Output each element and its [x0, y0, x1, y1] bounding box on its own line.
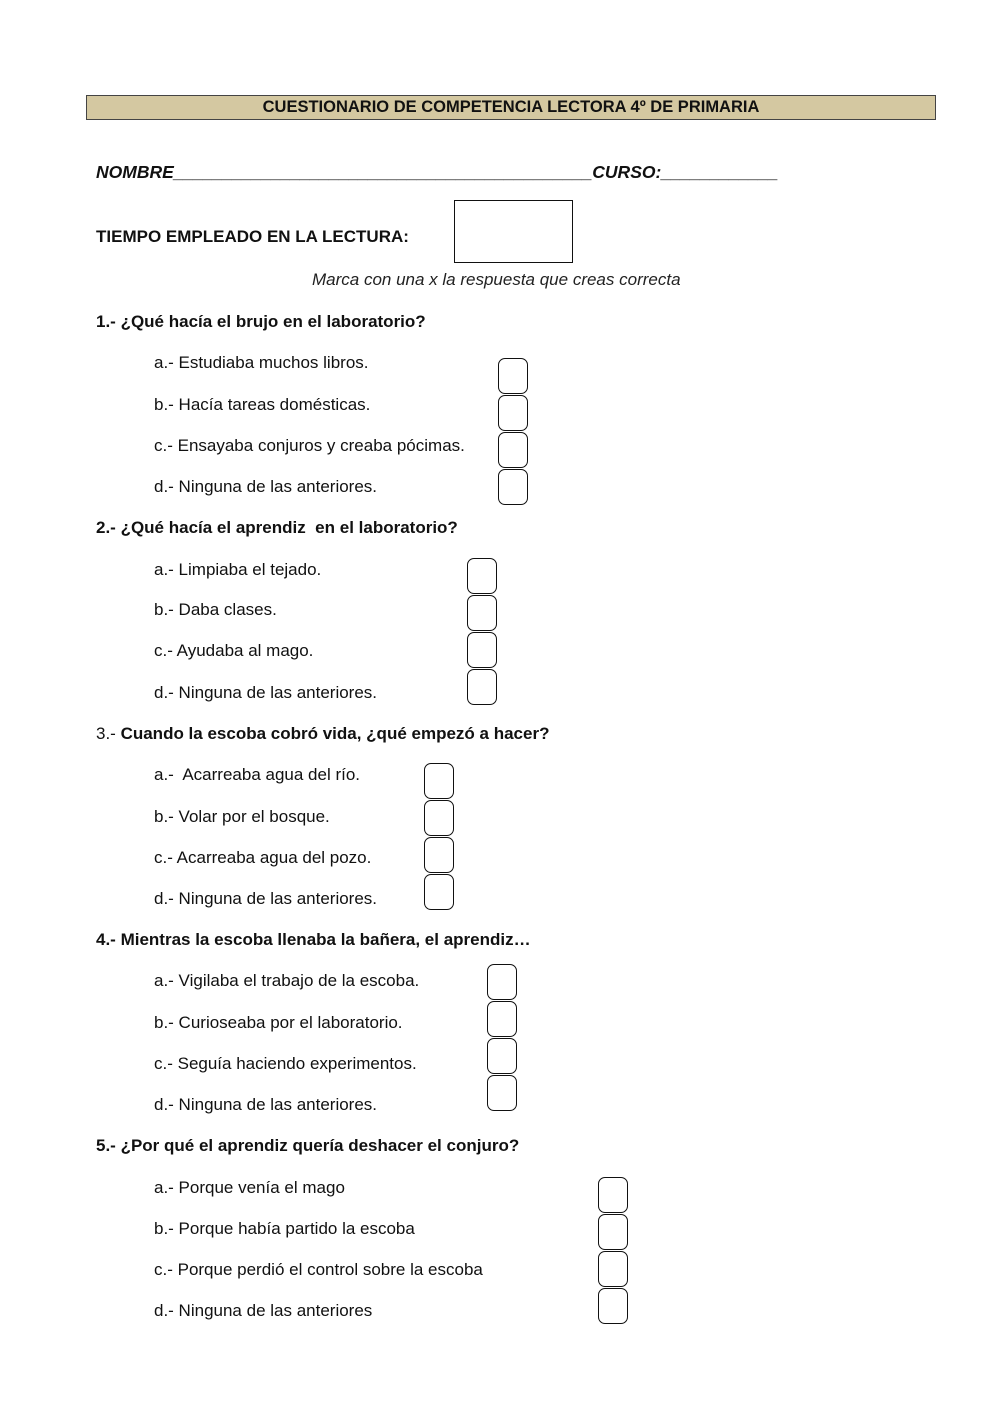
q3-option-b: b.- Volar por el bosque.: [154, 807, 330, 826]
q5-checkbox-d[interactable]: [598, 1288, 628, 1324]
q5-checkbox-a[interactable]: [598, 1177, 628, 1213]
question-number: 5.-: [96, 1136, 121, 1155]
q4-checkbox-c[interactable]: [487, 1038, 517, 1074]
name-course-line[interactable]: NOMBRE___________________________________________CURSO:____________: [96, 162, 779, 182]
q3-option-d: d.- Ninguna de las anteriores.: [154, 889, 378, 908]
question-number: 1.-: [96, 312, 121, 331]
q5-option-c: c.- Porque perdió el control sobre la escoba: [154, 1260, 483, 1279]
q1-option-c: c.- Ensayaba conjuros y creaba pócimas.: [154, 436, 465, 455]
q1-checkbox-c[interactable]: [498, 432, 528, 468]
instruction-text: Marca con una x la respuesta que creas correcta: [312, 270, 681, 289]
q3-checkbox-b[interactable]: [424, 800, 454, 836]
q3-checkbox-c[interactable]: [424, 837, 454, 873]
q3-checkbox-a[interactable]: [424, 763, 454, 799]
question-5: [96, 1136, 519, 1156]
q1-checkbox-b[interactable]: [498, 395, 528, 431]
question-text: ¿Qué hacía el brujo en el laboratorio?: [120, 312, 426, 331]
q1-checkbox-d[interactable]: [498, 469, 528, 505]
q1-checkbox-a[interactable]: [498, 358, 528, 394]
q2-checkbox-a[interactable]: [467, 558, 497, 594]
question-number: 4.-: [96, 930, 121, 949]
q5-option-a: a.- Porque venía el mago: [154, 1178, 345, 1197]
question-text: Mientras la escoba llenaba la bañera, el aprendiz…: [120, 930, 531, 949]
worksheet-title: CUESTIONARIO DE COMPETENCIA LECTORA 4º DE PRIMARIA: [86, 95, 936, 120]
q5-checkbox-b[interactable]: [598, 1214, 628, 1250]
q5-option-d: d.- Ninguna de las anteriores: [154, 1301, 373, 1320]
q2-option-c: c.- Ayudaba al mago.: [154, 641, 314, 660]
q2-option-a: a.- Limpiaba el tejado.: [154, 560, 322, 579]
q3-option-a: a.- Acarreaba agua del río.: [154, 765, 361, 784]
question-number: 3.-: [96, 724, 121, 743]
q4-checkbox-b[interactable]: [487, 1001, 517, 1037]
q1-option-b: b.- Hacía tareas domésticas.: [154, 395, 371, 414]
q4-option-c: c.- Seguía haciendo experimentos.: [154, 1054, 417, 1073]
question-4: [96, 930, 531, 950]
q2-checkbox-d[interactable]: [467, 669, 497, 705]
q5-option-b: b.- Porque había partido la escoba: [154, 1219, 415, 1238]
q4-option-d: d.- Ninguna de las anteriores.: [154, 1095, 378, 1114]
q4-checkbox-d[interactable]: [487, 1075, 517, 1111]
time-label: TIEMPO EMPLEADO EN LA LECTURA:: [96, 227, 409, 246]
question-2: [96, 518, 458, 538]
q4-option-b: b.- Curioseaba por el laboratorio.: [154, 1013, 403, 1032]
question-number: 2.-: [96, 518, 121, 537]
q1-option-d: d.- Ninguna de las anteriores.: [154, 477, 378, 496]
q4-option-a: a.- Vigilaba el trabajo de la escoba.: [154, 971, 420, 990]
q4-checkbox-a[interactable]: [487, 964, 517, 1000]
q2-checkbox-c[interactable]: [467, 632, 497, 668]
question-1: [96, 312, 426, 332]
q1-option-a: a.- Estudiaba muchos libros.: [154, 353, 369, 372]
question-text: ¿Por qué el aprendiz quería deshacer el conjuro?: [120, 1136, 520, 1155]
q5-checkbox-c[interactable]: [598, 1251, 628, 1287]
question-text: ¿Qué hacía el aprendiz en el laboratorio?: [120, 518, 458, 537]
question-3: [96, 724, 549, 744]
question-text: Cuando la escoba cobró vida, ¿qué empezó a hacer?: [120, 724, 550, 743]
q2-option-d: d.- Ninguna de las anteriores.: [154, 683, 378, 702]
q3-checkbox-d[interactable]: [424, 874, 454, 910]
q3-option-c: c.- Acarreaba agua del pozo.: [154, 848, 372, 867]
time-input-box[interactable]: [454, 200, 573, 263]
q2-checkbox-b[interactable]: [467, 595, 497, 631]
q2-option-b: b.- Daba clases.: [154, 600, 277, 619]
